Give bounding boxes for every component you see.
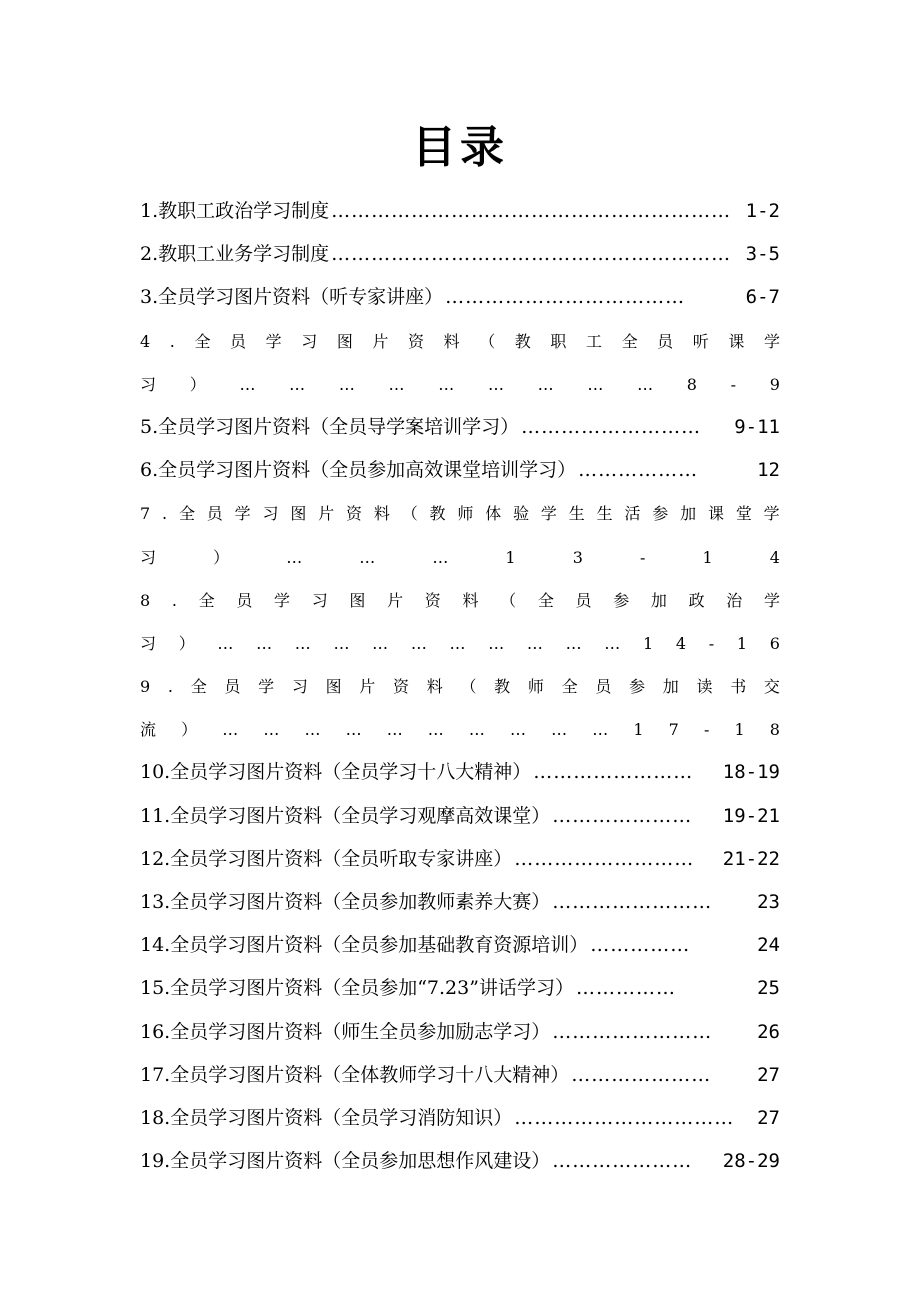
toc-entry-text: 10.全员学习图片资料（全员学习十八大精神） — [140, 761, 532, 784]
toc-entry-19[interactable] — [140, 1140, 780, 1183]
toc-entry-glyph: 8 — [140, 590, 151, 610]
toc-entry-glyph: 听 — [692, 331, 709, 351]
toc-entry-glyph: … — [239, 374, 256, 394]
toc-entry-glyph: 员 — [657, 331, 674, 351]
toc-page-number: 21-22 — [722, 847, 780, 870]
toc-entry-text: 14.全员学习图片资料（全员参加基础教育资源培训） — [140, 934, 589, 957]
toc-entry-text: 5.全员学习图片资料（全员导学案培训学习） — [140, 415, 520, 438]
toc-leader: …………………………………………………… — [331, 200, 732, 222]
toc-entry-glyph: 教 — [514, 331, 531, 351]
toc-entry-glyph: 加 — [650, 590, 667, 610]
toc-entry-glyph: 4 — [769, 547, 780, 567]
toc-page-number: 24 — [757, 934, 780, 957]
toc-entry-glyph: （ — [500, 590, 517, 610]
toc-entry-text: 3.全员学习图片资料（听专家讲座） — [140, 286, 444, 309]
toc-page-number: 26 — [757, 1020, 780, 1043]
toc-entry-glyph: - — [639, 547, 646, 567]
toc-entry-glyph: 资 — [408, 331, 425, 351]
toc-page-number: 27 — [757, 1106, 780, 1129]
toc-entry-glyph: 参 — [629, 677, 646, 697]
toc-entry-text: 18.全员学习图片资料（全员学习消防知识） — [140, 1106, 513, 1129]
toc-entry-line-1 — [140, 320, 780, 363]
toc-entry-line-2 — [140, 708, 780, 751]
toc-leader: ……………………………… — [445, 286, 686, 309]
toc-entry-glyph: 教 — [429, 504, 446, 524]
toc-leader: …………… — [590, 934, 691, 957]
toc-entry-glyph: 4 — [140, 331, 151, 351]
toc-entry-glyph: 习 — [140, 633, 157, 653]
toc-entry-glyph: 1 — [734, 720, 745, 740]
toc-entry-9[interactable] — [140, 665, 780, 751]
toc-entry-line-1 — [140, 579, 780, 622]
toc-entry-glyph: … — [468, 720, 485, 740]
toc-entry-line-1 — [140, 665, 780, 708]
toc-entry-glyph: 片 — [387, 590, 404, 610]
toc-entry-glyph: 员 — [224, 677, 241, 697]
toc-entry-glyph: 资 — [393, 677, 410, 697]
toc-entry-line-2 — [140, 363, 780, 406]
toc-entry-1[interactable] — [140, 190, 780, 233]
toc-entry-glyph: 全 — [178, 504, 195, 524]
toc-entry-glyph: 1 — [642, 633, 654, 653]
toc-entry-glyph: 交 — [763, 677, 780, 697]
toc-entry-glyph: 读 — [696, 677, 713, 697]
toc-entry-glyph: 8 — [769, 720, 780, 740]
toc-entry-glyph: 图 — [349, 590, 366, 610]
toc-entry-glyph: 习 — [140, 547, 157, 567]
toc-entry-15[interactable] — [140, 967, 780, 1010]
toc-page-number: 25 — [757, 977, 780, 1000]
toc-page-number: 6-7 — [745, 286, 780, 309]
toc-page-number: 12 — [757, 459, 780, 482]
toc-page-number: 19-21 — [722, 804, 780, 827]
toc-entry-glyph: 职 — [550, 331, 567, 351]
toc-entry-18[interactable] — [140, 1097, 780, 1140]
toc-entry-glyph: 8 — [686, 374, 697, 394]
toc-entry-glyph: … — [359, 547, 376, 567]
toc-entry-glyph: … — [256, 633, 273, 653]
toc-entry-glyph: 全 — [198, 590, 215, 610]
toc-entry-glyph: 员 — [575, 590, 592, 610]
page-title: 目录 — [412, 122, 508, 173]
toc-entry-glyph: ） — [181, 720, 198, 740]
toc-entry-glyph: … — [338, 374, 355, 394]
toc-entry-glyph: … — [510, 720, 527, 740]
toc-entry-glyph: 学 — [763, 590, 780, 610]
toc-leader: …………………………………………………… — [331, 243, 732, 266]
toc-leader: …………… — [575, 977, 676, 1000]
toc-entry-glyph: 图 — [290, 504, 307, 524]
toc-page-number: 1-2 — [745, 200, 780, 222]
toc-leader: ………………… — [552, 1150, 693, 1173]
toc-entry-text: 1.教职工政治学习制度 — [140, 200, 330, 222]
toc-entry-3[interactable] — [140, 276, 780, 319]
toc-entry-line-2 — [140, 536, 780, 579]
toc-entry-14[interactable] — [140, 924, 780, 967]
toc-entry-glyph: 书 — [730, 677, 747, 697]
toc-leader: ……………………… — [521, 415, 702, 438]
toc-entry-5[interactable] — [140, 406, 780, 449]
toc-page-number: 23 — [757, 891, 780, 913]
toc-entry-glyph: 课 — [707, 504, 724, 524]
toc-entry-glyph: （ — [460, 677, 477, 697]
toc-entry-glyph: … — [217, 633, 234, 653]
toc-entry-glyph: ） — [189, 374, 206, 394]
toc-entry-glyph: 课 — [728, 331, 745, 351]
toc-entry-glyph: … — [222, 720, 239, 740]
toc-entry-glyph: 加 — [680, 504, 697, 524]
toc-entry-glyph: 学 — [540, 504, 557, 524]
toc-entry-glyph: 1 — [633, 720, 644, 740]
toc-entry-glyph: … — [488, 633, 505, 653]
toc-entry-glyph: 1 — [505, 547, 516, 567]
toc-entry-glyph: … — [386, 720, 403, 740]
toc-entry-glyph: 员 — [595, 677, 612, 697]
toc-leader: ……………… — [578, 459, 699, 482]
toc-entry-glyph: 员 — [230, 331, 247, 351]
toc-entry-glyph: 流 — [140, 720, 157, 740]
toc-entry-text: 17.全员学习图片资料（全体教师学习十八大精神） — [140, 1063, 570, 1086]
toc-entry-glyph: 4 — [675, 633, 687, 653]
toc-entry-glyph: 料 — [426, 677, 443, 697]
toc-entry-glyph: 学 — [234, 504, 251, 524]
toc-page-number: 3-5 — [745, 243, 780, 266]
toc-entry-glyph: 师 — [457, 504, 474, 524]
toc-entry-glyph: 师 — [527, 677, 544, 697]
toc-entry-text: 19.全员学习图片资料（全员参加思想作风建设） — [140, 1150, 551, 1173]
toc-entry-glyph: … — [372, 633, 389, 653]
toc-entry-glyph: 料 — [373, 504, 390, 524]
toc-entry-glyph: 员 — [206, 504, 223, 524]
toc-entry-glyph: 学 — [265, 331, 282, 351]
toc-page-number: 27 — [757, 1063, 780, 1086]
toc-entry-glyph: … — [289, 374, 306, 394]
toc-entry-line-2 — [140, 622, 780, 665]
toc-entry-glyph: 3 — [572, 547, 583, 567]
toc-page-number: 28-29 — [722, 1150, 780, 1173]
toc-entry-glyph: 图 — [325, 677, 342, 697]
toc-entry-glyph: 习 — [140, 374, 157, 394]
toc-entry-glyph: 验 — [513, 504, 530, 524]
toc-entry-glyph: 习 — [301, 331, 318, 351]
toc-entry-glyph: 全 — [190, 677, 207, 697]
toc-entry-glyph: - — [703, 720, 710, 740]
toc-entry-text: 13.全员学习图片资料（全员参加教师素养大赛） — [140, 891, 551, 913]
toc-entry-glyph: - — [730, 374, 737, 394]
toc-entry-glyph: 活 — [624, 504, 641, 524]
toc-entry-glyph: … — [286, 547, 303, 567]
toc-entry-glyph: 料 — [462, 590, 479, 610]
toc-entry-glyph: （ — [479, 331, 496, 351]
toc-entry-glyph: 全 — [561, 677, 578, 697]
toc-entry-text: 6.全员学习图片资料（全员参加高效课堂培训学习） — [140, 459, 577, 482]
toc-entry-glyph: … — [551, 720, 568, 740]
toc-entry-glyph: ） — [213, 547, 230, 567]
toc-entry-glyph: 加 — [662, 677, 679, 697]
toc-entry-glyph: 工 — [585, 331, 602, 351]
toc-entry-glyph: … — [487, 374, 504, 394]
toc-entry-glyph: 9 — [769, 374, 780, 394]
toc-entry-2[interactable] — [140, 233, 780, 276]
toc-entry-glyph: 习 — [311, 590, 328, 610]
toc-entry-glyph: 资 — [424, 590, 441, 610]
toc-entry-glyph: ） — [178, 633, 195, 653]
toc-entry-glyph: 教 — [494, 677, 511, 697]
toc-entry-glyph: 片 — [359, 677, 376, 697]
toc-entry-glyph: 1 — [702, 547, 713, 567]
toc-entry-glyph: … — [587, 374, 604, 394]
toc-entry-glyph: … — [388, 374, 405, 394]
toc-entry-glyph: 片 — [318, 504, 335, 524]
toc-entry-13[interactable] — [140, 881, 780, 924]
toc-entry-glyph: 学 — [274, 590, 291, 610]
toc-page-number: 9-11 — [734, 415, 780, 438]
toc-entry-glyph: （ — [401, 504, 418, 524]
toc-entry-glyph: … — [565, 633, 582, 653]
toc-entry-glyph: . — [171, 590, 177, 610]
toc-entry-text: 11.全员学习图片资料（全员学习观摩高效课堂） — [140, 804, 551, 827]
toc-entry-glyph: 习 — [291, 677, 308, 697]
toc-entry-16[interactable] — [140, 1011, 780, 1054]
toc-entry-glyph: - — [708, 633, 715, 653]
toc-entry-glyph: 全 — [621, 331, 638, 351]
toc-entry-glyph: 治 — [726, 590, 743, 610]
toc-entry-glyph: 料 — [443, 331, 460, 351]
toc-entry-glyph: 1 — [736, 633, 747, 653]
toc-entry-7[interactable] — [140, 492, 780, 578]
toc-entry-glyph: 7 — [140, 504, 151, 524]
toc-entry-text: 12.全员学习图片资料（全员听取专家讲座） — [140, 847, 513, 870]
toc-leader: …………………… — [552, 891, 713, 913]
toc-entry-glyph: … — [304, 720, 321, 740]
toc-entry-glyph: … — [427, 720, 444, 740]
toc-leader: ………………… — [571, 1063, 712, 1086]
toc-entry-glyph: 体 — [485, 504, 502, 524]
toc-entry-text: 15.全员学习图片资料（全员参加“7.23”讲话学习） — [140, 977, 574, 1000]
toc-entry-glyph: … — [410, 633, 427, 653]
toc-entry-glyph: 员 — [236, 590, 253, 610]
toc-entry-glyph: … — [537, 374, 554, 394]
toc-entry-text: 16.全员学习图片资料（师生全员参加励志学习） — [140, 1020, 551, 1043]
toc-entry-glyph: . — [169, 331, 175, 351]
toc-leader: ………………… — [552, 804, 693, 827]
toc-entry-glyph: … — [263, 720, 280, 740]
toc-entry-glyph: … — [604, 633, 621, 653]
toc-entry-glyph: 学 — [763, 331, 780, 351]
toc-entry-glyph: … — [637, 374, 654, 394]
toc-entry-glyph: … — [449, 633, 466, 653]
toc-entry-glyph: 全 — [194, 331, 211, 351]
table-of-contents — [140, 190, 780, 1183]
toc-entry-glyph: 政 — [688, 590, 705, 610]
toc-entry-line-1 — [140, 492, 780, 535]
toc-leader: …………………… — [552, 1020, 713, 1043]
toc-entry-glyph: . — [162, 504, 168, 524]
toc-entry-glyph: … — [333, 633, 350, 653]
toc-entry-glyph: 全 — [537, 590, 554, 610]
toc-entry-glyph: … — [345, 720, 362, 740]
toc-entry-glyph: … — [592, 720, 609, 740]
toc-entry-text: 2.教职工业务学习制度 — [140, 243, 330, 266]
toc-leader: …………………………… — [514, 1106, 735, 1129]
toc-entry-12[interactable] — [140, 838, 780, 881]
toc-entry-glyph: … — [432, 547, 449, 567]
toc-entry-glyph: 参 — [652, 504, 669, 524]
toc-leader: ……………………… — [514, 847, 695, 870]
toc-entry-glyph: 学 — [258, 677, 275, 697]
toc-entry-glyph: 图 — [336, 331, 353, 351]
toc-entry-glyph: … — [294, 633, 311, 653]
toc-entry-glyph: 6 — [769, 633, 780, 653]
toc-entry-glyph: 学 — [763, 504, 780, 524]
toc-entry-glyph: 片 — [372, 331, 389, 351]
toc-entry-4[interactable] — [140, 320, 780, 406]
toc-entry-glyph: 习 — [262, 504, 279, 524]
toc-entry-17[interactable] — [140, 1054, 780, 1097]
toc-entry-glyph: … — [438, 374, 455, 394]
toc-entry-10[interactable] — [140, 751, 780, 794]
toc-entry-glyph: 生 — [596, 504, 613, 524]
toc-entry-glyph: 参 — [613, 590, 630, 610]
toc-entry-glyph: . — [167, 677, 173, 697]
toc-entry-8[interactable] — [140, 579, 780, 665]
toc-entry-glyph: 生 — [568, 504, 585, 524]
toc-leader: …………………… — [533, 761, 694, 784]
toc-entry-glyph: … — [526, 633, 543, 653]
toc-entry-glyph: 资 — [346, 504, 363, 524]
toc-entry-glyph: 9 — [140, 677, 151, 697]
toc-entry-6[interactable] — [140, 449, 780, 492]
toc-entry-11[interactable] — [140, 795, 780, 838]
toc-entry-glyph: 堂 — [735, 504, 752, 524]
toc-page-number: 18-19 — [722, 761, 780, 784]
toc-entry-glyph: 7 — [668, 720, 679, 740]
